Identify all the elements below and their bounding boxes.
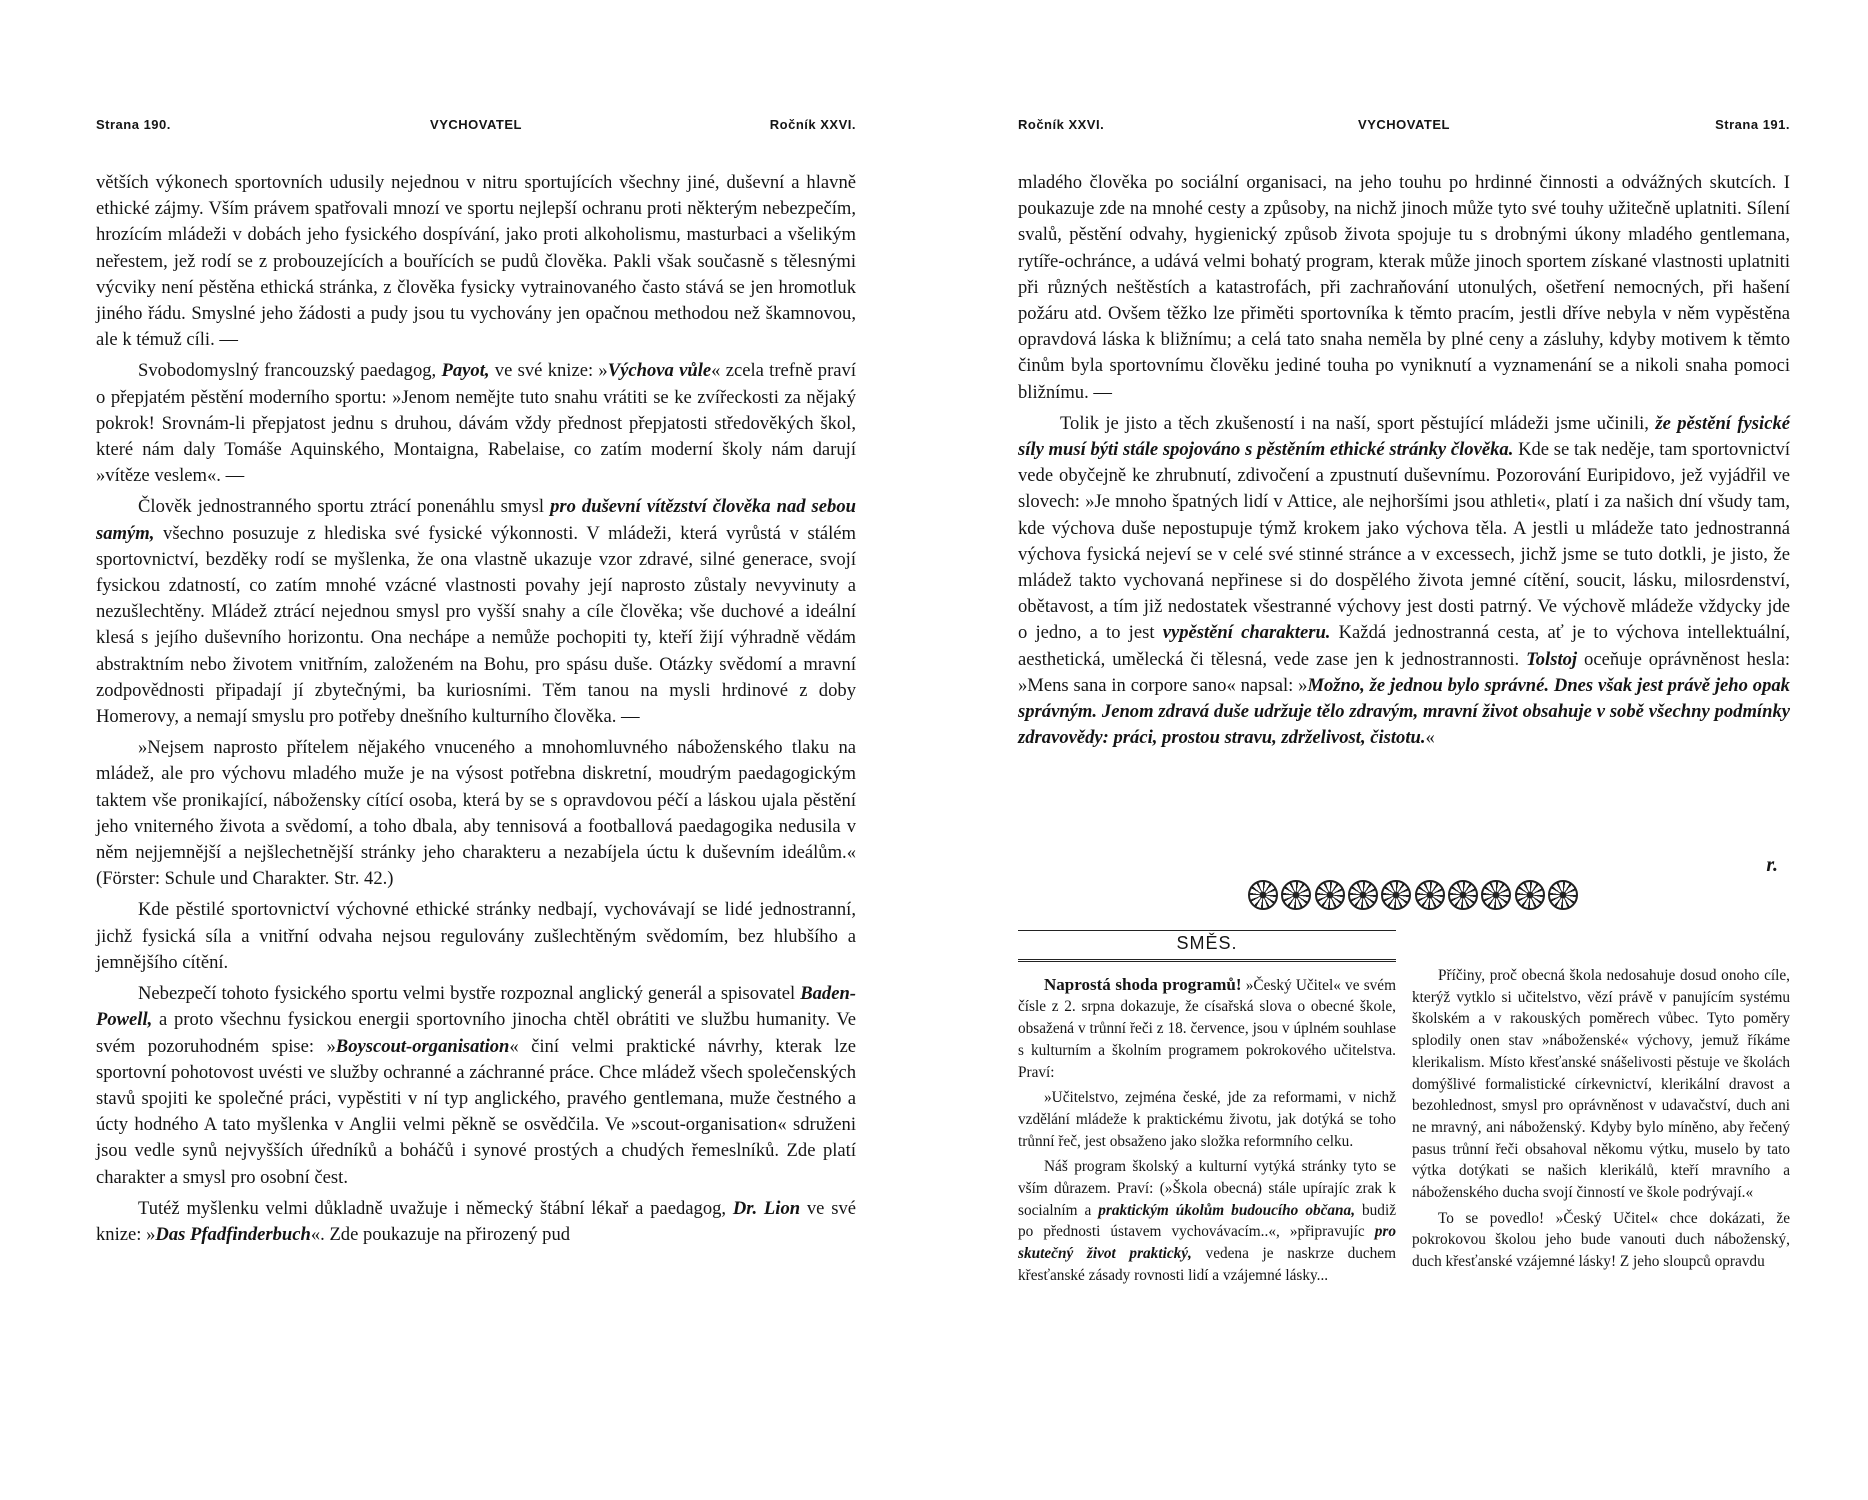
paragraph: Nebezpečí tohoto fysického sportu velmi bystře rozpoznal anglický generál a spisovatel Baden-Powell, a proto všechnu fysickou energii sportovního jinocha chtěl obrátiti ve službu humanity. Ve svém pozoruhodném spise: »Boyscout-organisation« činí velmi praktické návrhy, kterak lze sportovní pohotovost uvésti ve služby ochranné a záchranné práce. Chce mládež všech společenských stavů spojiti ke společné práci, vypěstiti v ní typ anglického, pravého gentlemana, muže čestného a úcty hodného A tato myšlenka v Anglii velmi pěkně se osvědčila. Ve »scout-organisation« sdruženi jsou vedle synů nejvyšších úředníků a boháčů i synové prostých a chudých řemeslníků. Zde platí charakter a smysl pro osobní čest. xyxy=(96,983,856,1188)
emphasis: Možno, že jednou bylo správné. Dnes však jest právě jeho opak správným. Jenom zdravá duše udržuje tělo zdravým, mravní život obsahuje v sobě všechny podmínky zdravovědy: práci, prostou stravu, zdrželivost, čistotu. xyxy=(1018,674,1790,749)
author-signature: r. xyxy=(1766,854,1778,876)
item-heading: Naprostá shoda programů! xyxy=(1044,974,1242,994)
right-running-head xyxy=(1018,117,1790,137)
emphasis: Baden-Powell, xyxy=(96,983,856,1031)
rosette-icon xyxy=(1448,880,1478,910)
paragraph: Svobodomyslný francouzský paedagog, Payot, ve své knize: »Výchova vůle« zcela trefně praví o přepjatém pěstění moderního sportu: »Jenom nemějte tuto snahu vrátiti se ke zvířeckosti za nějaký pokrok! Srovnám-li přepjatost jednu s druhou, dávám vždy přednost přepjatosti středověkých škol, které nám daly Tomáše Aquinského, Montaigna, Rabelaise, co zatím moderní školy nám darují »vítěze veslem«. — xyxy=(96,360,856,487)
paragraph: Příčiny, proč obecná škola nedosahuje dosud onoho cíle, kterýž vytklo si učitelstvo, vězí právě v panujícím systému školském a v rakouských poměrech vůbec. Tyto poměry splodily onen stav »náboženské« výchovy, jemuž říkáme klerikalism. Místo křesťanské snášelivosti pěstuje ve školách domýšlivé formalistické církevnictví, klerikální dravost a bezohlednost, smysl pro oprávněnost v udavačství, duch ani ne mravný, ani náboženský. Kdyby bylo míněno, aby řečený pasus trůnní řeči obsahoval někomu výtku, muselo by tato výtka dotýkati se našich klerikálů, kteří mravního a náboženského ducha svojí činností ve škole podrývají.« xyxy=(1412,967,1790,1202)
emphasis: pro skutečný život praktický, xyxy=(1018,1223,1396,1263)
paragraph: Tutéž myšlenku velmi důkladně uvažuje i německý štábní lékař a paedagog, Dr. Lion ve své knize: »Das Pfadfinderbuch«. Zde poukazuje na přirozený pud xyxy=(96,1197,856,1245)
rosette-icon xyxy=(1381,880,1411,910)
right-page-number: Strana 191. xyxy=(1715,117,1790,132)
rosette-icon xyxy=(1348,880,1378,910)
left-running-head xyxy=(96,117,856,137)
paragraph: Kde pěstilé sportovnictví výchovné ethické stránky nedbají, vychovávají se lidé jednostranní, jichž fysická síla a vnitřní odvaha nejsou regulovány zušlechtěným svědomím, bez hlubšího a jemnějšího cítění. xyxy=(96,899,856,973)
emphasis: Das Pfadfinderbuch xyxy=(155,1223,311,1245)
rosette-icon xyxy=(1481,880,1511,910)
left-page-number: Strana 190. xyxy=(96,117,171,132)
paragraph: Naprostá shoda programů! »Český Učitel« ve svém čísle z 2. srpna dokazuje, že císařská slova o obecné škole, obsažená v trůnní řeči z 18. července, jsou v úplném souhlase s kulturním a školním programem pokrokového učitelstva. Praví: xyxy=(1018,974,1396,1081)
left-body-text xyxy=(96,170,856,1253)
left-journal-title: VYCHOVATEL xyxy=(430,117,522,132)
emphasis: že pěstění fysické síly musí býti stále spojováno s pěstěním ethické stránky člověka. xyxy=(1018,412,1791,461)
rosette-ornament-icon xyxy=(1248,872,1578,918)
rosette-icon xyxy=(1281,880,1311,910)
emphasis: Payot, xyxy=(441,360,490,382)
paragraph: větších výkonech sportovních udusily nejednou v nitru sportujících všechny jiné, duševní a hlavně ethické zájmy. Vším právem spatřovali mnozí ve sportu nejlepší ochranu proti některým nebezpečím, hrozícím mládeži v dobách jeho fysického dospívání, jako proti alkoholismu, masturbaci a všelikým neřestem, jež rodí se z probouzejících a bouřících se pudů člověka. Pakli však současně s tělesnými výcviky není pěstěna ethická stránka, z člověka fysicky vytrainovaného často stává se jen hromotluk jiného řádu. Smyslné jeho žádosti a pudy jsou tu vychovány jen opačnou methodou než škamnovou, ale k témuž cíli. — xyxy=(96,172,856,351)
left-volume: Ročník XXVI. xyxy=(769,117,856,132)
emphasis: Dr. Lion xyxy=(732,1197,801,1219)
paragraph: Tolik je jisto a těch zkušeností i na naší, sport pěstující mládeži jsme učinili, že pěstění fysické síly musí býti stále spojováno s pěstěním ethické stránky člověka. Kde se tak neděje, tam sportovnictví vede obyčejně ke zhrubnutí, zdivočení a zpustnutí duševnímu. Pozorování Euripidovo, jež vyjádřil ve slovech: »Je mnoho špatných lidí v Attice, ale nejhoršími jsou athleti«, platí i za našich dní všudy tam, kde výchova duše nepostupuje týmž krokem jako výchova těla. A jestli u mládeže tato jednostranná výchova fysická nejeví se v celé své stinné stránce a v excessech, jichž jsme se tuto dotkli, je jisto, že mládež takto vychovaná nepřinese si do dospělého života jemné cítění, soucit, lásku, milosrdenství, obětavost, a tím již nedostatek všestranné výchovy jest dosti patrný. Ve výchově mládeže vždycky jde o jedno, a to jest vypěstění charakteru. Každá jednostranná cesta, ať je to výchova intellektuální, aesthetická, umělecká či tělesná, vede zase jen k jednostrannosti. Tolstoj oceňuje oprávněnost hesla: »Mens sana in corpore sano« napsal: »Možno, že jednou bylo správné. Dnes však jest právě jeho opak správným. Jenom zdravá duše udržuje tělo zdravým, mravní život obsahuje v sobě všechny podmínky zdravovědy: práci, prostou stravu, zdrželivost, čistotu.« xyxy=(1018,412,1791,749)
smes-section-title: SMĚS. xyxy=(1018,930,1396,962)
emphasis: Boyscout-organisation xyxy=(335,1035,510,1057)
emphasis: Tolstoj xyxy=(1526,648,1578,670)
rosette-icon xyxy=(1415,880,1445,910)
smes-column-right xyxy=(1412,965,1790,1277)
rosette-icon xyxy=(1548,880,1578,910)
rosette-icon xyxy=(1248,880,1278,910)
right-page xyxy=(1018,0,1790,1500)
smes-column-left-text xyxy=(1018,974,1396,1287)
left-page xyxy=(96,0,856,1500)
rosette-icon xyxy=(1315,880,1345,910)
right-volume: Ročník XXVI. xyxy=(1018,117,1105,132)
paragraph: To se povedlo! »Český Učitel« chce dokázati, že pokrokovou školou jeho bude vanouti duch náboženský, duch křesťanské vzájemné lásky! Z jeho sloupců opravdu xyxy=(1412,1209,1790,1271)
emphasis: praktickým úkolům budoucího občana, xyxy=(1098,1201,1356,1219)
paragraph: »Nejsem naprosto přítelem nějakého vnuceného a mnohomluvného náboženského tlaku na mládež, ale pro výchovu mladého muže je na výsost potřebna diskretní, moudrým paedagogickým taktem vše pronikající, nábožensky cítící osoba, která by se s opravdovou péčí a láskou ujala pěstění jeho vniterného života a svědomí, a toho dbala, aby tennisová a footballová paedagogika nedusila v něm nejjemnější a nejšlechetnější stránky jeho charakteru a nezabíjela úctu k duševním ideálům.« (Förster: Schule und Charakter. Str. 42.) xyxy=(96,737,856,890)
paragraph: mladého člověka po sociální organisaci, na jeho touhu po hrdinné činnosti a odvážných skutcích. I poukazuje zde na mnohé cesty a způsoby, na nichž jinoch může tyto své touhy užitečně uplatniti. Sílení svalů, pěstění odvahy, hygienický způsob života spojuje tu s drobnými úkony mladého gentlemana, rytíře-ochránce, a udává velmi bohatý program, kterak může jinoch sportem získané vlastnosti uplatniti při různých neštěstích a katastrofách, při zachraňování utonulých, ošetření nemocných, při hašení požáru atd. Ovšem těžko lze přiměti sportovníka k těmto pracím, jestli dříve nebyla v něm vypěstěna opravdová láska k bližnímu; a celá tato snaha neměla by plné ceny a zásluhy, kdyby motivem k těmto činům byla sportovnímu člověku jediné touha po vyniknutí a vyznamenání se a nikoli snaha pomoci bližnímu. — xyxy=(1018,172,1790,403)
emphasis: Výchova vůle xyxy=(607,360,712,382)
right-journal-title: VYCHOVATEL xyxy=(1358,117,1450,132)
right-body-text xyxy=(1018,170,1790,756)
emphasis: pro duševní vítězství člověka nad sebou samým, xyxy=(96,496,856,544)
rosette-icon xyxy=(1515,880,1545,910)
emphasis: vypěstění charakteru. xyxy=(1162,622,1331,644)
paragraph: Člověk jednostranného sportu ztrácí ponenáhlu smysl pro duševní vítězství člověka nad sebou samým, všechno posuzuje z hlediska své fysické výkonnosti. V mládeži, která vyrůstá v stálém sportovnictví, bezděky rodí se myšlenka, že ona vlastně ukazuje vzor zdravé, silné generace, svojí fysickou zdatností, co zatím mnohé vzácné vlastnosti povahy její naprosto zůstaly nevyvinuty a nezušlechtěny. Mládež ztrácí nejednou smysl pro vyšší snahy a cíle člověka; vše duchové a ideální klesá s jejího duševního horizontu. Ona nechápe a nemůže pochopiti ty, kteří žijí výhradně vědám abstraktním nebo životem vnitřním, založeném na Bohu, pro spásu duše. Otázky svědomí a mravní zodpovědnosti připadají jí zbytečnými, ba kuriosními. Těm tanou na mysli hrdinové z doby Homerovy, a nemají smyslu pro potřeby dnešního kulturního člověka. — xyxy=(96,496,856,728)
paragraph: »Učitelstvo, zejména české, jde za reformami, v nichž vzdělání mládeže k praktickému životu, jak dotýká se toho trůnní řeč, jest obsaženo jako složka reformního celku. xyxy=(1018,1089,1396,1150)
smes-column-left xyxy=(1018,930,1396,1291)
paragraph: Náš program školský a kulturní vytýká stránky tyto se vším důrazem. Praví: (»Škola obecná) stále upírajíc zrak k socialním a praktickým úkolům budoucího občana, budiž po přednosti ústavem vychovávacím..«, »připravujíc pro skutečný život praktický, vedena je naskrze duchem křesťanské zásady rovnosti lidí a vzájemné lásky... xyxy=(1018,1158,1396,1284)
